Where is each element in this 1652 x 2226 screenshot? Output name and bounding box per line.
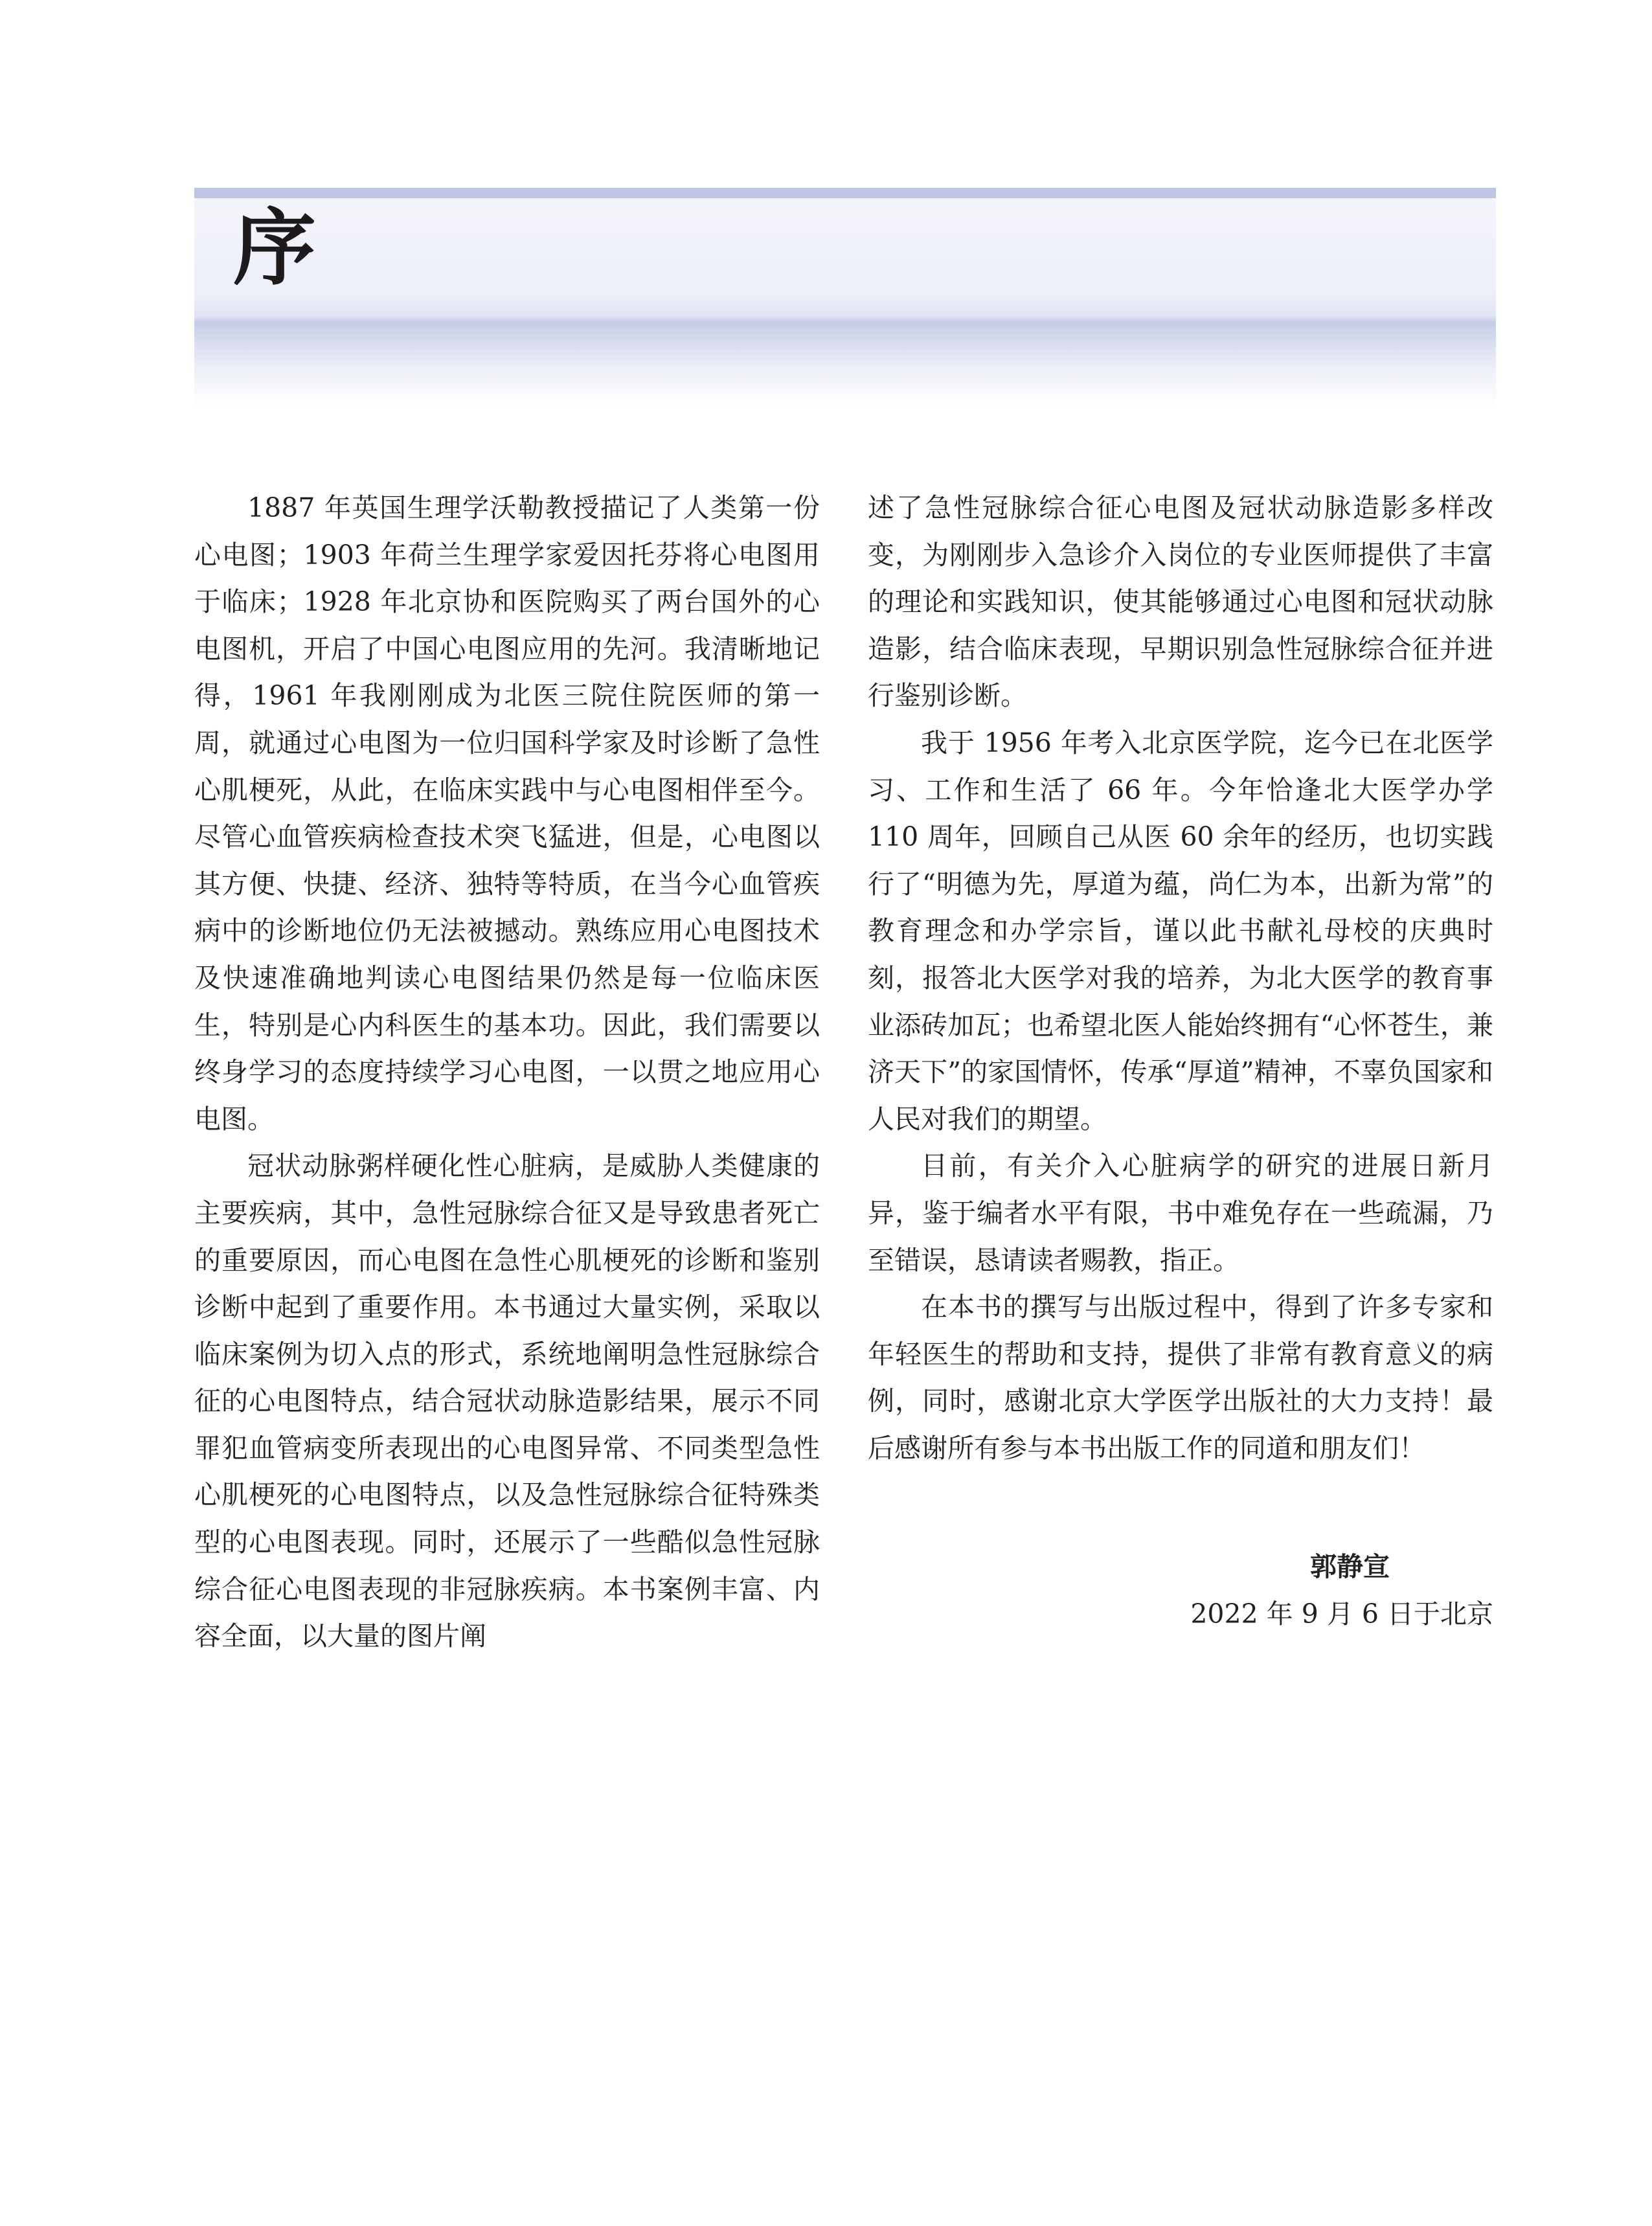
page-title: 序 (233, 200, 319, 297)
left-column (194, 484, 820, 1660)
paragraph-5: 在本书的撰写与出版过程中，得到了许多专家和年轻医生的帮助和支持，提供了非常有教育意义的病例，同时，感谢北京大学医学出版社的大力支持！最后感谢所有参与本书出版工作的同道和朋友们！ (868, 1291, 1493, 1464)
paragraph-4: 目前，有关介入心脏病学的研究的进展日新月异，鉴于编者水平有限，书中难免存在一些疏漏，乃至错误，恳请读者赐教，指正。 (868, 1150, 1493, 1276)
paragraph-3: 我于 1956 年考入北京医学院，迄今已在北医学习、工作和生活了 66 年。今年恰逢北大医学办学 110 周年，回顾自己从医 60 余年的经历，也切实践行了“明德为先，厚道为蕴，尚仁为本，出新为常”的教育理念和办学宗旨，谨以此书献礼母校的庆典时刻，报答北大医学对我的培养，为北大医学的教育事业添砖加瓦；也希望北医人能始终拥有“心怀苍生，兼济天下”的家国情怀，传承“厚道”精神，不辜负国家和人民对我们的期望。 (868, 727, 1493, 1135)
paragraph-2-continued: 述了急性冠脉综合征心电图及冠状动脉造影多样改变，为刚刚步入急诊介入岗位的专业医师提供了丰富的理论和实践知识，使其能够通过心电图和冠状动脉造影，结合临床表现，早期识别急性冠脉综合征并进行鉴别诊断。 (868, 492, 1493, 712)
signature-block (868, 1543, 1493, 1637)
date-place: 2022 年 9 月 6 日于北京 (1190, 1598, 1493, 1630)
right-column (868, 484, 1493, 1471)
paragraph-2: 冠状动脉粥样硬化性心脏病，是威胁人类健康的主要疾病，其中，急性冠脉综合征又是导致患者死亡的重要原因，而心电图在急性心肌梗死的诊断和鉴别诊断中起到了重要作用。本书通过大量实例，采取以临床案例为切入点的形式，系统地阐明急性冠脉综合征的心电图特点，结合冠状动脉造影结果，展示不同罪犯血管病变所表现出的心电图异常、不同类型急性心肌梗死的心电图特点，以及急性冠脉综合征特殊类型的心电图表现。同时，还展示了一些酷似急性冠脉综合征心电图表现的非冠脉疾病。本书案例丰富、内容全面，以大量的图片阐 (194, 1150, 820, 1652)
author-name: 郭静宣 (1310, 1551, 1390, 1582)
header-band (194, 188, 1496, 408)
header-gradient-panel (194, 198, 1496, 408)
header-top-rule (194, 188, 1496, 198)
paragraph-1: 1887 年英国生理学沃勒教授描记了人类第一份心电图；1903 年荷兰生理学家爱因托芬将心电图用于临床；1928 年北京协和医院购买了两台国外的心电图机，开启了中国心电图应用的先河。我清晰地记得，1961 年我刚刚成为北医三院住院医师的第一周，就通过心电图为一位归国科学家及时诊断了急性心肌梗死，从此，在临床实践中与心电图相伴至今。尽管心血管疾病检查技术突飞猛进，但是，心电图以其方便、快捷、经济、独特等特质，在当今心血管疾病中的诊断地位仍无法被撼动。熟练应用心电图技术及快速准确地判读心电图结果仍然是每一位临床医生，特别是心内科医生的基本功。因此，我们需要以终身学习的态度持续学习心电图，一以贯之地应用心电图。 (194, 492, 820, 1135)
